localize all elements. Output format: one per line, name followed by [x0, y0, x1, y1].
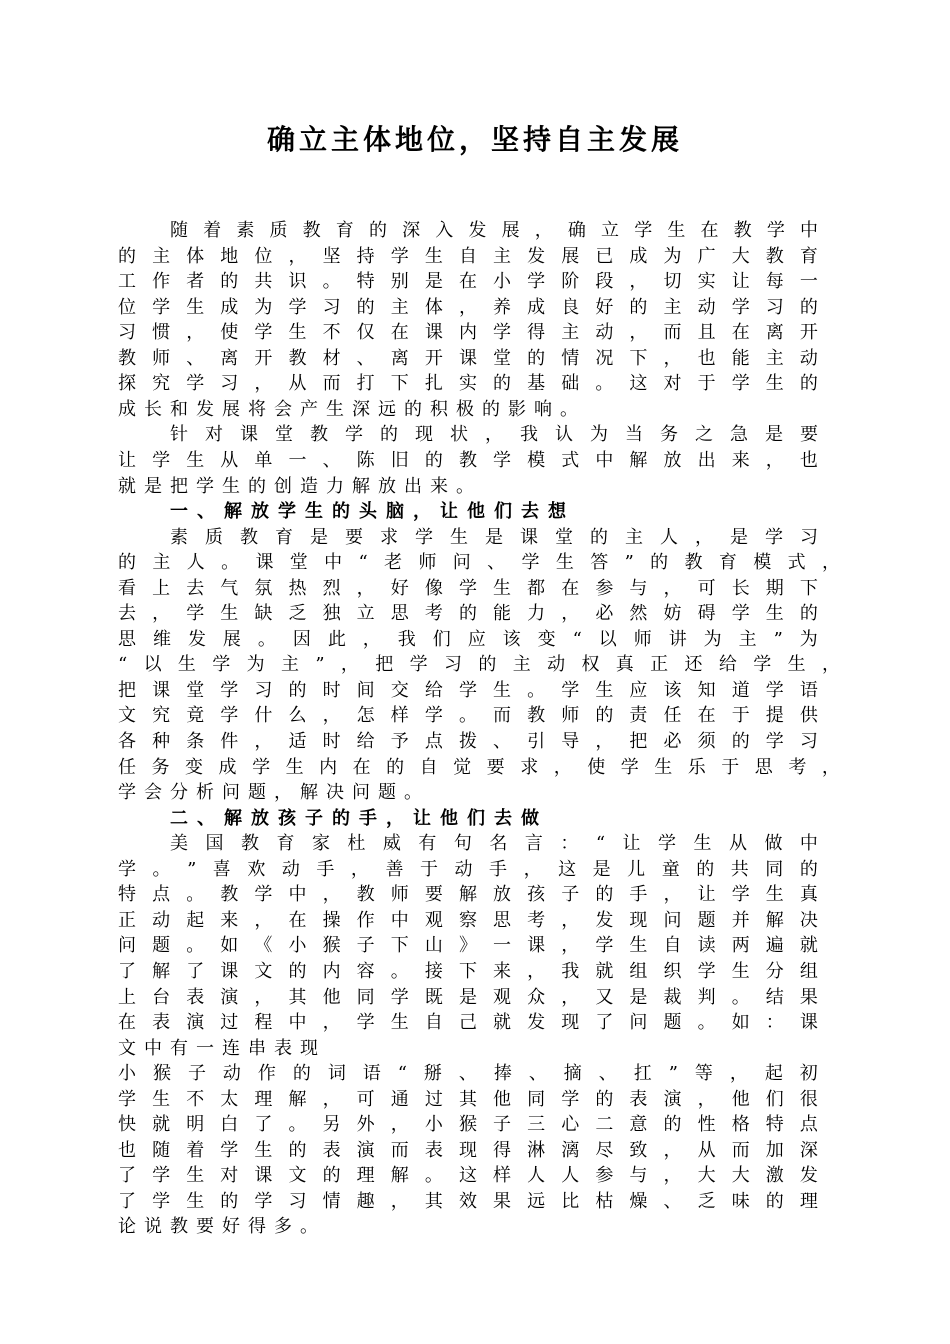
text-line: 去 ， 学 生 缺 乏 独 立 思 考 的 能 力 ， 必 然 妨 碍 学 生 的: [118, 603, 818, 625]
text-line: 让 学 生 从 单 一 、 陈 旧 的 教 学 模 式 中 解 放 出 来 ， 也: [118, 449, 818, 471]
text-line: 习 惯 ， 使 学 生 不 仅 在 课 内 学 得 主 动 ， 而 且 在 离 开: [118, 322, 818, 344]
section-heading: 一 、 解 放 学 生 的 头 脑 ， 让 他 们 去 想: [170, 501, 566, 523]
text-line: 文 究 竟 学 什 么 ， 怎 样 学 。 而 教 师 的 责 任 在 于 提 供: [118, 705, 818, 727]
text-line: 看 上 去 气 氛 热 烈 ， 好 像 学 生 都 在 参 与 ， 可 长 期 下: [118, 577, 818, 599]
text-line: 就 是 把 学 生 的 创 造 力 解 放 出 来 。: [118, 475, 474, 497]
section-heading: 二 、 解 放 孩 子 的 手 ， 让 他 们 去 做: [170, 807, 539, 829]
text-line: 素 质 教 育 是 要 求 学 生 是 课 堂 的 主 人 ， 是 学 习: [170, 526, 818, 548]
text-line: 成 长 和 发 展 将 会 产 生 深 远 的 积 极 的 影 响 。: [118, 398, 578, 420]
text-line: 特 点 。 教 学 中 ， 教 师 要 解 放 孩 子 的 手 ， 让 学 生 真: [118, 884, 818, 906]
text-line: “ 以 生 学 为 主 ” ， 把 学 习 的 主 动 权 真 正 还 给 学 生 ，: [118, 654, 840, 676]
text-line: 针 对 课 堂 教 学 的 现 状 ， 我 认 为 当 务 之 急 是 要: [170, 424, 818, 446]
text-line: 了 学 生 对 课 文 的 理 解 。 这 样 人 人 参 与 ， 大 大 激 发: [118, 1165, 818, 1187]
document-title: 确立主体地位，坚持自主发展: [266, 123, 683, 156]
text-line: 学 。 ” 喜 欢 动 手 ， 善 于 动 手 ， 这 是 儿 童 的 共 同 的: [118, 858, 818, 880]
text-line: 教 师 、 离 开 教 材 、 离 开 课 堂 的 情 况 下 ， 也 能 主 动: [118, 347, 818, 369]
text-line: 探 究 学 习 ， 从 而 打 下 扎 实 的 基 础 。 这 对 于 学 生 的: [118, 373, 818, 395]
text-line: 位 学 生 成 为 学 习 的 主 体 ， 养 成 良 好 的 主 动 学 习 的: [118, 296, 818, 318]
text-line: 问 题 。 如 《 小 猴 子 下 山 》 一 课 ， 学 生 自 读 两 遍 就: [118, 935, 818, 957]
text-line: 小 猴 子 动 作 的 词 语 “ 掰 、 捧 、 摘 、 扛 ” 等 ， 起 初: [118, 1063, 818, 1085]
text-line: 了 学 生 的 学 习 情 趣 ， 其 效 果 远 比 枯 燥 、 乏 味 的 理: [118, 1190, 818, 1212]
text-line: 论 说 教 要 好 得 多 。: [118, 1216, 318, 1238]
text-line: 学 生 不 太 理 解 ， 可 通 过 其 他 同 学 的 表 演 ， 他 们 很: [118, 1088, 818, 1110]
text-line: 快 就 明 白 了 。 另 外 ， 小 猴 子 三 心 二 意 的 性 格 特 点: [118, 1114, 818, 1136]
text-line: 工 作 者 的 共 识 。 特 别 是 在 小 学 阶 段 ， 切 实 让 每 一: [118, 271, 818, 293]
text-line: 思 维 发 展 。 因 此 ， 我 们 应 该 变 “ 以 师 讲 为 主 ” 为: [118, 628, 818, 650]
text-line: 了 解 了 课 文 的 内 容 。 接 下 来 ， 我 就 组 织 学 生 分 组: [118, 960, 818, 982]
text-line: 的 主 人 。 课 堂 中 “ 老 师 问 、 学 生 答 ” 的 教 育 模 式 ，: [118, 552, 840, 574]
text-line: 学 会 分 析 问 题 ， 解 决 问 题 。: [118, 782, 422, 804]
text-line: 在 表 演 过 程 中 ， 学 生 自 己 就 发 现 了 问 题 。 如 ： 课: [118, 1012, 818, 1034]
text-line: 文 中 有 一 连 串 表 现: [118, 1037, 318, 1059]
text-line: 上 台 表 演 ， 其 他 同 学 既 是 观 众 ， 又 是 裁 判 。 结 果: [118, 986, 818, 1008]
text-line: 任 务 变 成 学 生 内 在 的 自 觉 要 求 ， 使 学 生 乐 于 思 考 ，: [118, 756, 840, 778]
text-line: 正 动 起 来 ， 在 操 作 中 观 察 思 考 ， 发 现 问 题 并 解 决: [118, 909, 818, 931]
text-line: 的 主 体 地 位 ， 坚 持 学 生 自 主 发 展 已 成 为 广 大 教 育: [118, 245, 818, 267]
text-line: 也 随 着 学 生 的 表 演 而 表 现 得 淋 漓 尽 致 ， 从 而 加 深: [118, 1139, 818, 1161]
text-line: 随 着 素 质 教 育 的 深 入 发 展 ， 确 立 学 生 在 教 学 中: [170, 220, 818, 241]
text-line: 把 课 堂 学 习 的 时 间 交 给 学 生 。 学 生 应 该 知 道 学 语: [118, 679, 818, 701]
text-line: 各 种 条 件 ， 适 时 给 予 点 拨 、 引 导 ， 把 必 须 的 学 习: [118, 731, 818, 752]
text-line: 美 国 教 育 家 杜 威 有 句 名 言 ： “ 让 学 生 从 做 中: [170, 833, 818, 855]
